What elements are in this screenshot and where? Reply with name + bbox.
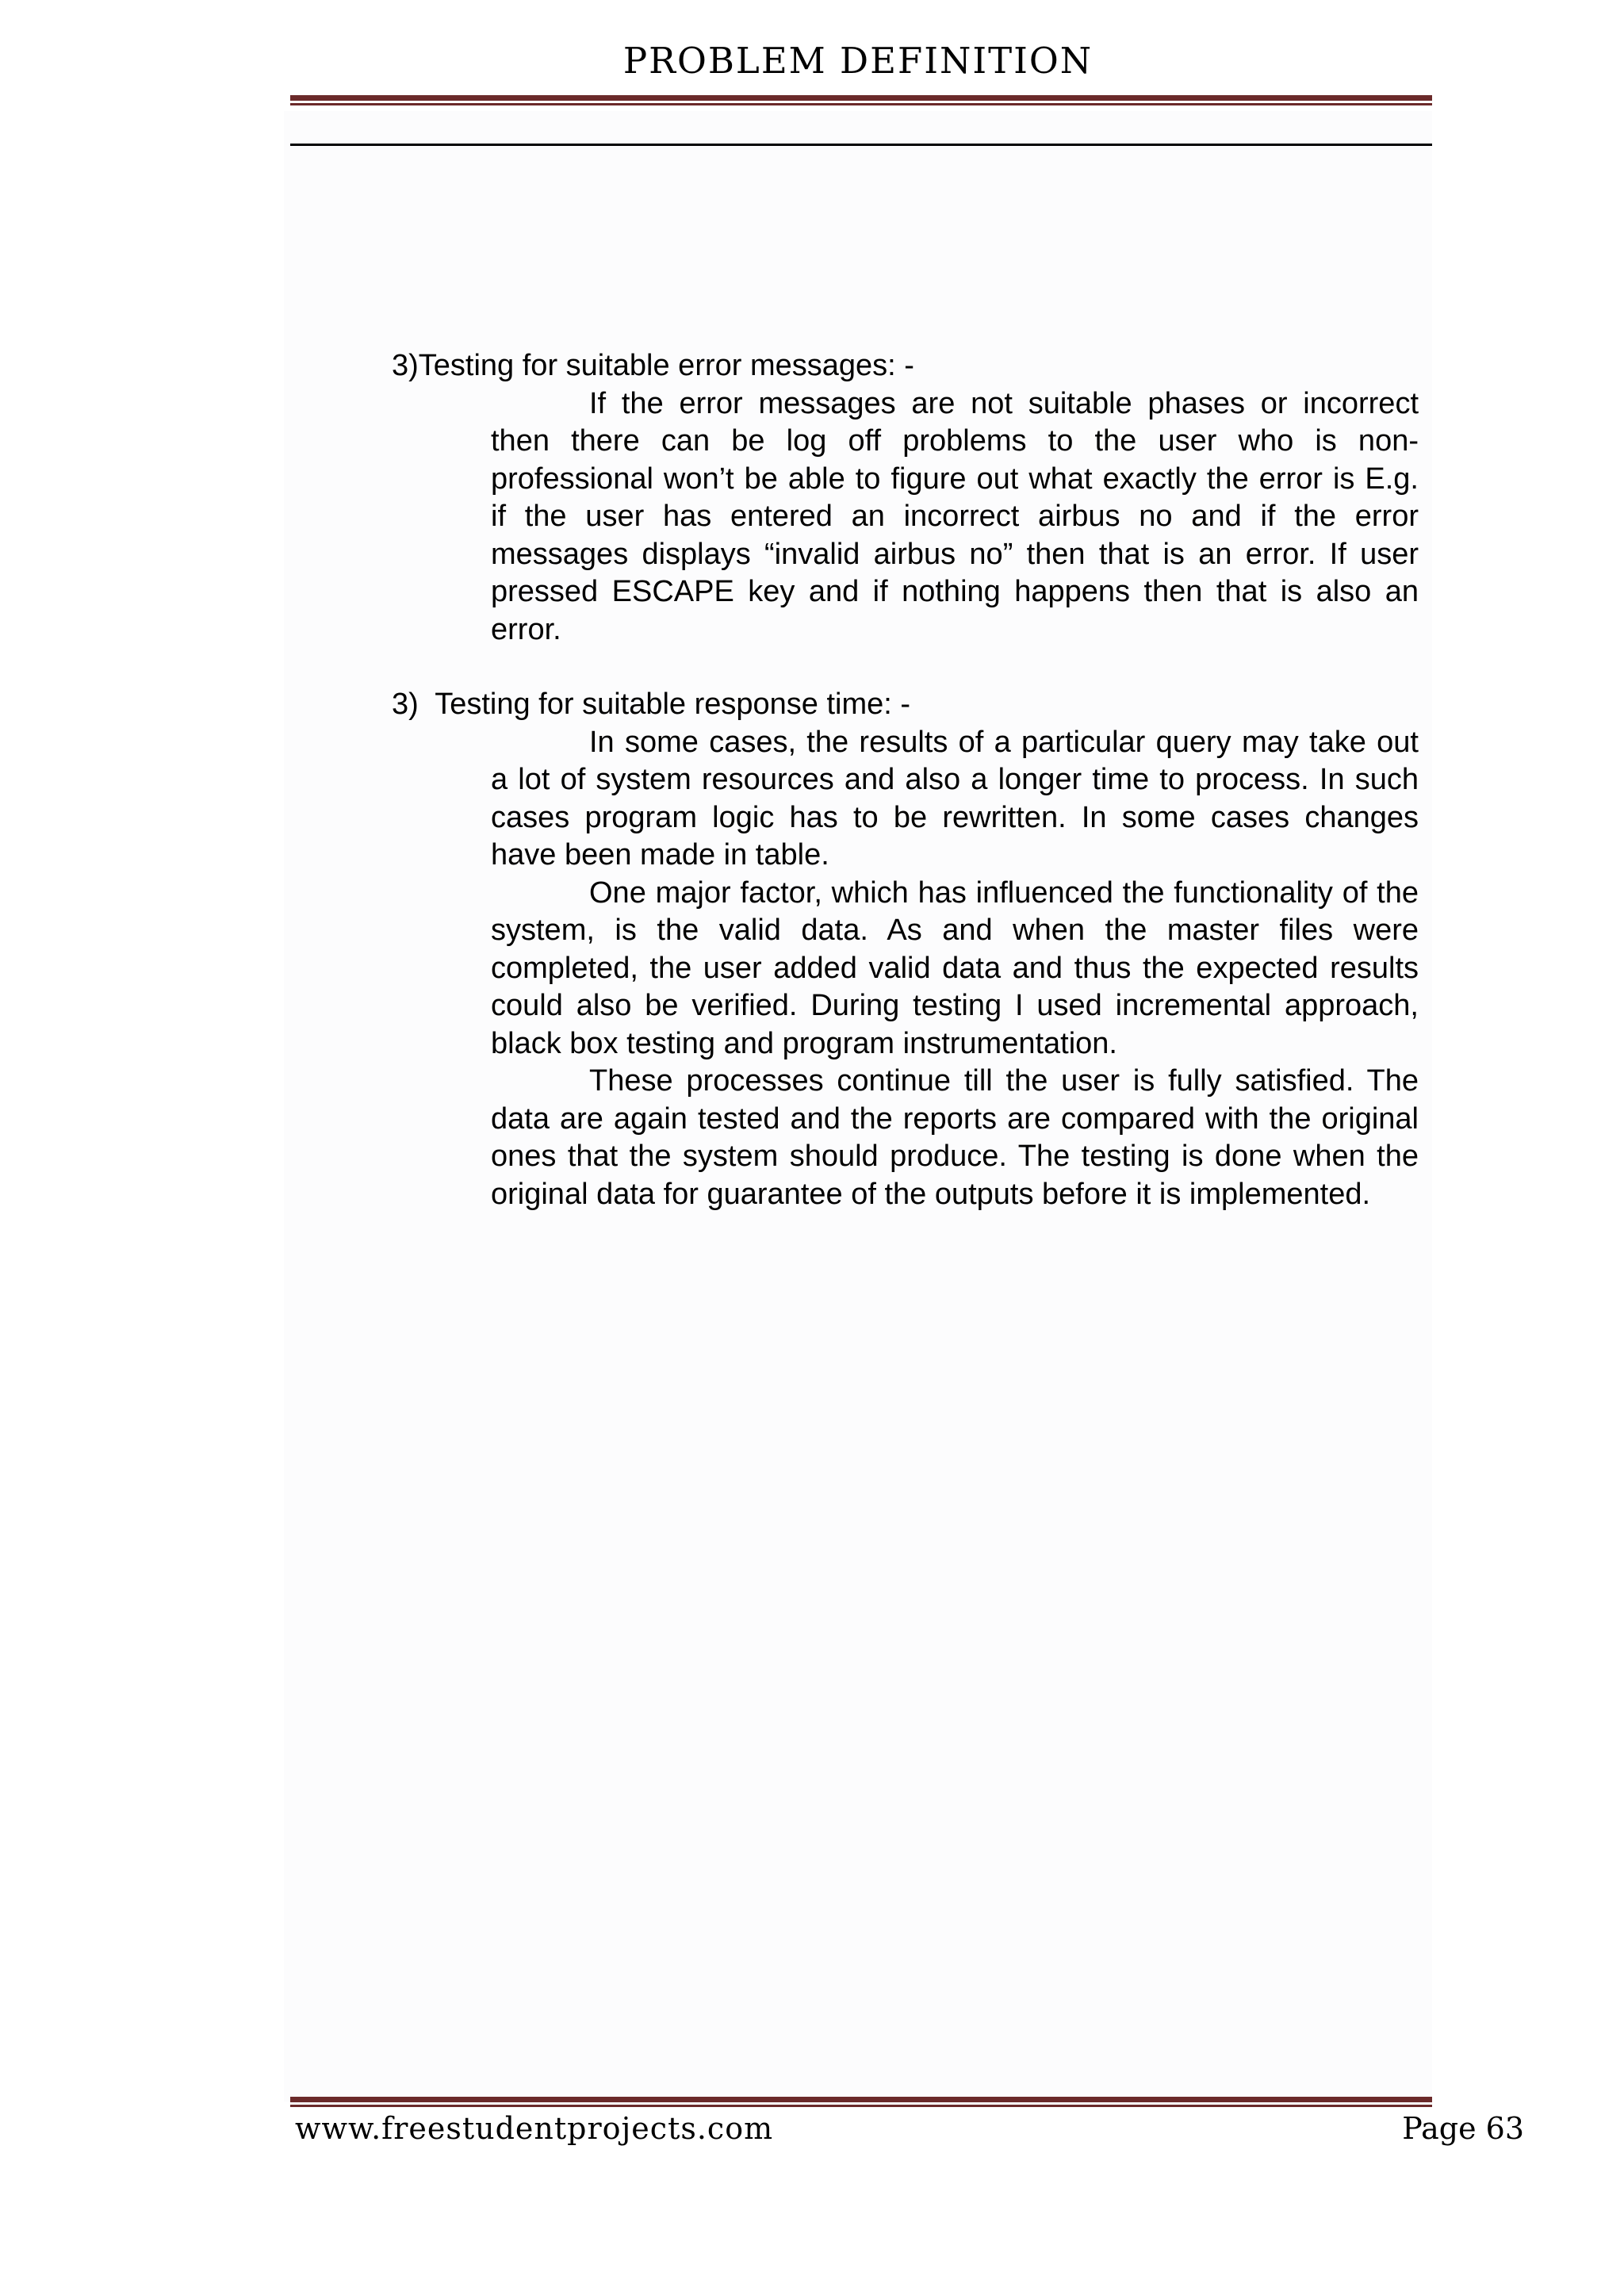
section-spacer [392, 649, 1423, 686]
header-divider [290, 95, 1432, 105]
paragraph-error-messages: If the error messages are not suitable phases or incorrect then there can be log off problems to the user who is non-professional won’t be able to figure out what exactly the error is E.g. if the user has entered an incorrect airbus no and if the error messages displays “invalid airbus no” then that is an error. If user pressed ESCAPE key and if nothing happens then that is also an error. [491, 386, 1419, 646]
header-underline [290, 144, 1432, 146]
paragraph-user-satisfaction: These processes continue till the user is fully satisfied. The data are again tested and the reports are compared with the original ones that the system should produce. The testing is done when the original data for guarantee of the outputs before it is implemented. [491, 1064, 1419, 1211]
document-body [392, 347, 1423, 1213]
section-heading-response-time: 3) Testing for suitable response time: - [392, 688, 911, 721]
page-header-title: PROBLEM DEFINITION [622, 40, 1094, 82]
footer-divider [290, 2097, 1432, 2107]
footer-website-link[interactable]: www.freestudentprojects.com [295, 2111, 774, 2146]
footer-page-number: Page 63 [1402, 2111, 1524, 2146]
section-heading-error-messages: 3)Testing for suitable error messages: - [392, 349, 914, 382]
paragraph-response-time: In some cases, the results of a particular query may take out a lot of system resources and also a longer time to process. In such cases program logic has to be rewritten. In some cases changes have been made in table. [491, 725, 1419, 872]
paragraph-valid-data: One major factor, which has influenced the functionality of the system, is the valid data. As and when the master files were completed, the user added valid data and thus the expected results could also be verified. During testing I used incremental approach, black box testing and program instrumentation. [491, 875, 1419, 1060]
